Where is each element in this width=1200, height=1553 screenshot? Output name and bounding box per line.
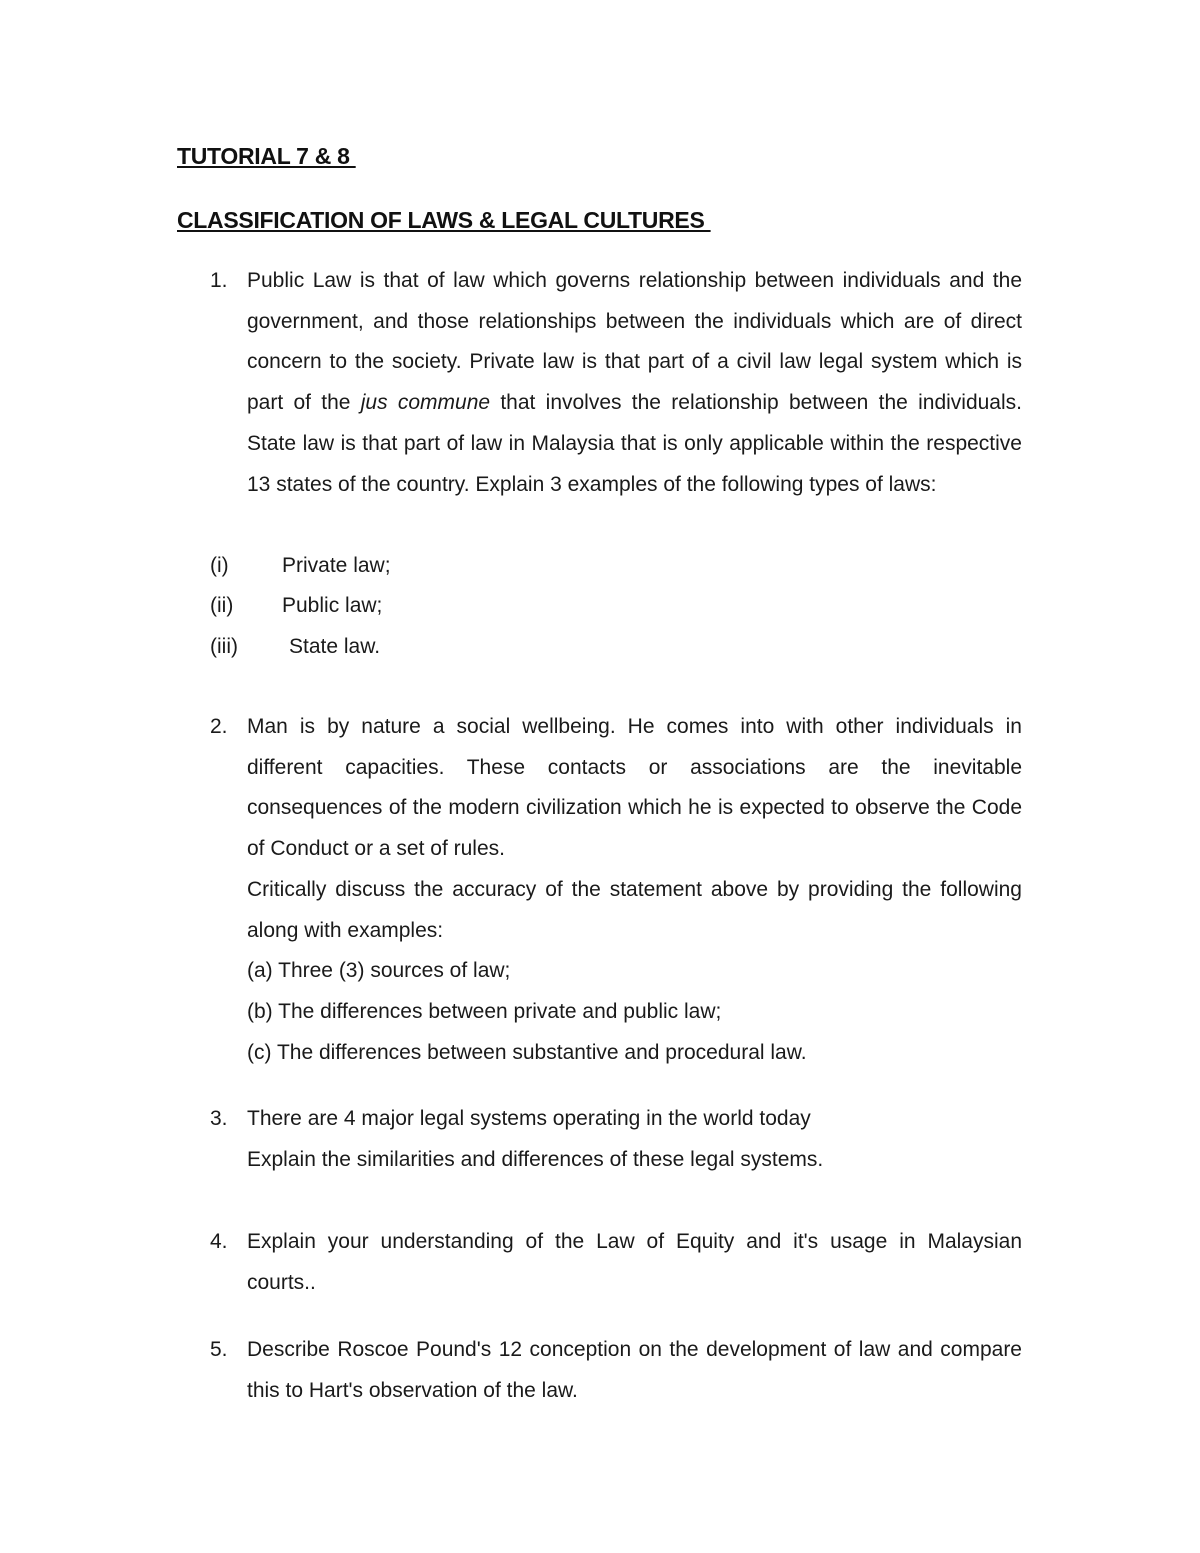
question-5 <box>210 1330 1022 1411</box>
latin-term: jus commune <box>360 391 491 415</box>
question-part: (a) Three (3) sources of law; <box>247 959 511 983</box>
subitem <box>210 546 391 587</box>
question-text: Man is by nature a social wellbeing. He comes into with other individuals in different capacities. These contacts or associations are the inevitable consequences of the modern civilization which he is expected to observe the Code of Conduct or a set of rules. <box>247 715 1022 861</box>
subitem <box>210 586 382 627</box>
subitem-label: (i) <box>210 554 229 577</box>
question-4 <box>210 1222 1022 1303</box>
question-3 <box>210 1099 1022 1180</box>
subitem-label: (iii) <box>210 635 238 658</box>
question-text: Explain your understanding of the Law of Equity and it's usage in Malaysian courts.. <box>247 1230 1022 1294</box>
question-text <box>247 261 1022 505</box>
question-instruction: Critically discuss the accuracy of the statement above by providing the following along with examples: <box>247 877 1022 942</box>
question-text-part: Public Law is that of law which governs relationship between individuals and the government, and those relationships between the individuals which are of direct concern to the society. Private law is that part of a civil law legal system which is part of the <box>247 269 1022 415</box>
question-number: 1. <box>210 269 228 292</box>
question-part: (c) The differences between substantive and procedural law. <box>247 1040 807 1064</box>
subitem-label: (ii) <box>210 594 234 617</box>
question-number: 5. <box>210 1338 228 1361</box>
question-text: Describe Roscoe Pound's 12 conception on the development of law and compare this to Hart's observation of the law. <box>247 1338 1022 1402</box>
subitem <box>210 627 380 668</box>
question-1 <box>210 261 1022 505</box>
subitem-text: Public law; <box>282 594 383 617</box>
question-text: Explain the similarities and differences of these legal systems. <box>247 1147 824 1171</box>
document-subtitle: CLASSIFICATION OF LAWS & LEGAL CULTURES <box>177 207 711 233</box>
question-number: 3. <box>210 1107 228 1130</box>
question-number: 4. <box>210 1230 228 1253</box>
subitem-text: State law. <box>289 635 381 658</box>
question-2 <box>210 707 1022 1073</box>
document-title: TUTORIAL 7 & 8 <box>177 143 356 169</box>
question-text-part: that involves the relationship between the individuals. State law is that part of law in Malaysia that is only applicable within the respective 13 states of the country. Explain 3 examples of the following types of laws: <box>247 391 1022 496</box>
question-part: (b) The differences between private and public law; <box>247 999 722 1023</box>
subitem-text: Private law; <box>282 554 391 577</box>
question-number: 2. <box>210 715 228 738</box>
question-text: There are 4 major legal systems operating in the world today <box>247 1107 811 1130</box>
